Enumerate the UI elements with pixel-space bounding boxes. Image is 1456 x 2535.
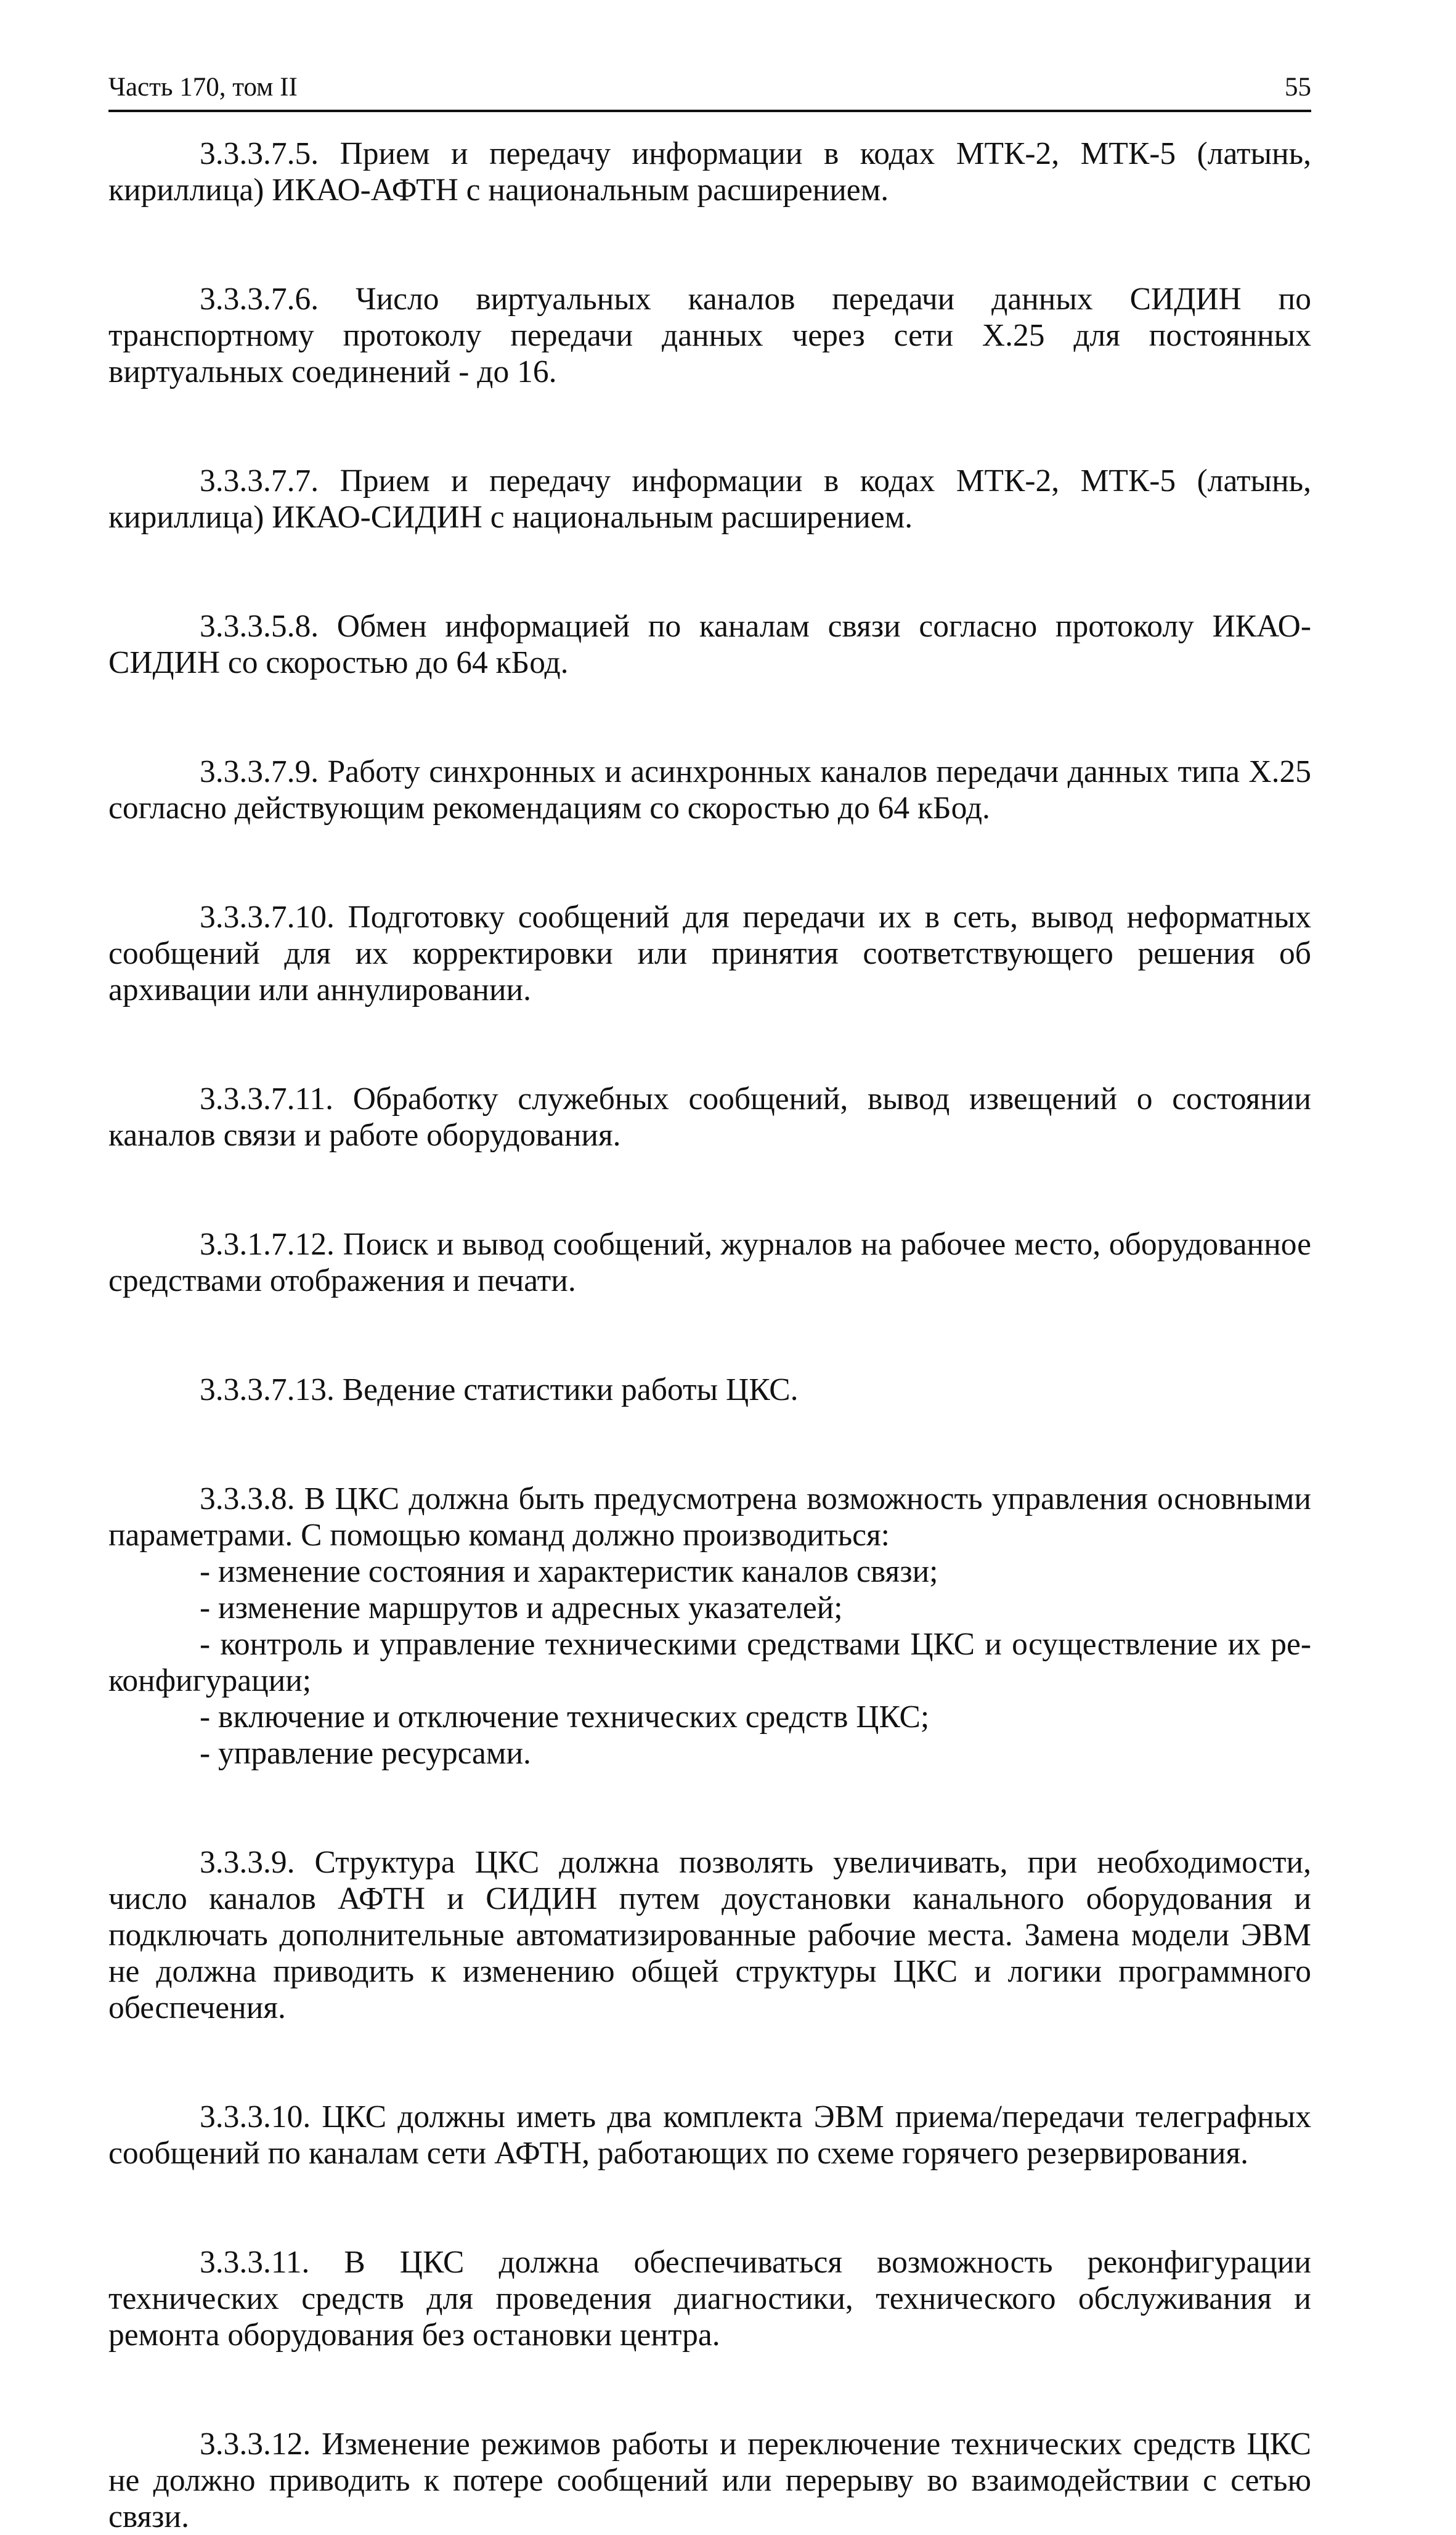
paragraph-3-3-3-7-6: 3.3.3.7.6. Число виртуальных каналов передачи данных СИДИН по транспортному протоколу передачи данных через сети Х.25 для постоянных виртуальных соединений - до 16.	[108, 282, 1311, 389]
command-list	[108, 1553, 1311, 1772]
page-number: 55	[1285, 73, 1311, 102]
paragraph-3-3-3-7-9: 3.3.3.7.9. Работу синхронных и асинхронных каналов передачи данных типа Х.25 согласно действующим рекомендациям со скоростью до 64 кБод.	[108, 754, 1311, 826]
list-item: - изменение состояния и характеристик каналов связи;	[200, 1554, 938, 1589]
list-item: - включение и отключение технических средств ЦКС;	[200, 1699, 930, 1735]
paragraph-3-3-3-7-10: 3.3.3.7.10. Подготовку сообщений для передачи их в сеть, вывод неформатных сообщений для их корректировки или принятия соответствующего решения об архивации или аннулировании.	[108, 900, 1311, 1007]
page-header	[108, 67, 1311, 112]
paragraph-3-3-3-11: 3.3.3.11. В ЦКС должна обеспечиваться возможность реконфигурации технических средств для проведения диагностики, технического обслуживания и ремонта оборудования без остановки центра.	[108, 2245, 1311, 2353]
paragraph-3-3-3-8: 3.3.3.8. В ЦКС должна быть предусмотрена возможность управления основными параметрами. С помощью команд должно производиться:	[108, 1481, 1311, 1553]
header-title: Часть 170, том II	[108, 73, 298, 102]
paragraph-3-3-3-5-8: 3.3.3.5.8. Обмен информацией по каналам связи согласно протоколу ИКАО-СИДИН со скоростью до 64 кБод.	[108, 609, 1311, 680]
list-item: - контроль и управление техническими средствами ЦКС и осуществление их реконфигурации;	[108, 1627, 1311, 1698]
paragraph-3-3-3-10: 3.3.3.10. ЦКС должны иметь два комплекта ЭВМ приема/передачи телеграфных сообщений по каналам сети АФТН, работающих по схеме горячего резервирования.	[108, 2099, 1311, 2171]
paragraph-3-3-3-7-13: 3.3.3.7.13. Ведение статистики работы ЦКС.	[200, 1372, 799, 1407]
paragraph-3-3-3-7-5: 3.3.3.7.5. Прием и передачу информации в кодах МТК-2, МТК-5 (латынь, кириллица) ИКАО-АФТН с национальным расширением.	[108, 136, 1311, 208]
list-item: - управление ресурсами.	[200, 1736, 531, 1771]
paragraph-3-3-3-7-11: 3.3.3.7.11. Обработку служебных сообщений, вывод извещений о состоянии каналов связи и работе оборудования.	[108, 1081, 1311, 1153]
paragraph-3-3-3-12: 3.3.3.12. Изменение режимов работы и переключение технических средств ЦКС не должно приводить к потере сообщений или перерыву во взаимодействии с сетью связи.	[108, 2427, 1311, 2534]
paragraph-3-3-1-7-12: 3.3.1.7.12. Поиск и вывод сообщений, журналов на рабочее место, оборудованное средствами отображения и печати.	[108, 1227, 1311, 1298]
paragraph-3-3-3-9: 3.3.3.9. Структура ЦКС должна позволять увеличивать, при необходимости, число каналов АФТН и СИДИН путем доустановки канального оборудования и подключать дополнительные автоматизированные рабочие места. Замена модели ЭВМ не должна приводить к изменению общей структуры ЦКС и логики программного обеспечения.	[108, 1845, 1311, 2025]
document-body	[108, 136, 1311, 2535]
paragraph-3-3-3-7-7: 3.3.3.7.7. Прием и передачу информации в кодах МТК-2, МТК-5 (латынь, кириллица) ИКАО-СИДИН с национальным расширением.	[108, 463, 1311, 535]
list-item: - изменение маршрутов и адресных указателей;	[200, 1590, 843, 1626]
